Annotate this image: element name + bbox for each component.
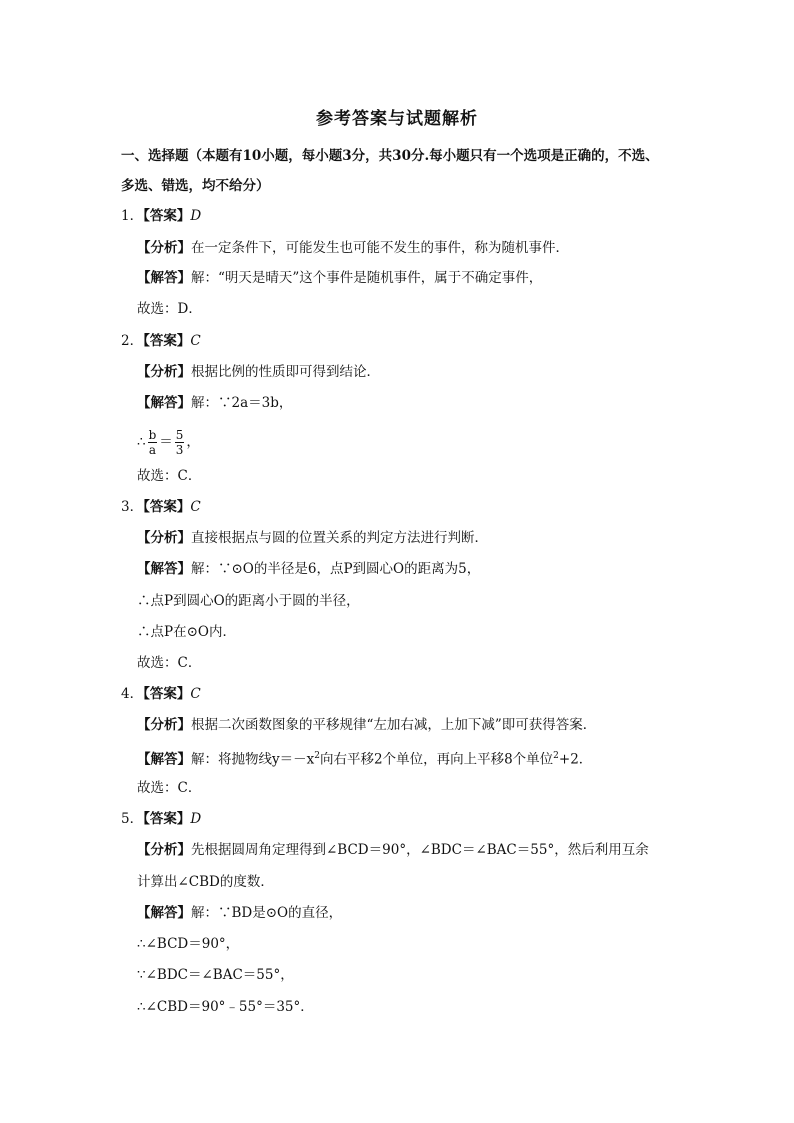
solution-text-part2: 向右平移2个单位，再向上平移8个单位	[319, 751, 554, 768]
question-3-analysis	[137, 528, 488, 548]
superscript: 2	[314, 751, 320, 761]
therefore-symbol: ∴	[137, 434, 146, 450]
fraction-5-over-3	[175, 428, 185, 457]
answer-value: D	[190, 208, 202, 224]
analysis-text: 先根据圆周角定理得到∠BCD＝90°，∠BDC＝∠BAC＝55°，然后利用互余	[191, 842, 649, 858]
question-1-answer-row	[121, 206, 201, 226]
solution-text: 解：∵BD是⊙O的直径，	[191, 905, 343, 921]
question-number: 4．	[121, 686, 144, 702]
question-5-analysis	[137, 840, 649, 860]
question-3-step1: ∴点P到圆心O的距离小于圆的半径，	[137, 593, 360, 609]
answer-value: C	[190, 333, 201, 349]
fraction-denominator: 3	[175, 443, 184, 457]
analysis-label: 【分析】	[137, 240, 191, 256]
fraction-denominator: a	[148, 443, 157, 457]
solution-label: 【解答】	[137, 270, 191, 286]
question-3-step2: ∴点P在⊙O内．	[137, 624, 236, 640]
superscript: 2	[553, 751, 559, 761]
analysis-text: 直接根据点与圆的位置关系的判定方法进行判断．	[191, 530, 488, 546]
fraction-numerator: 5	[175, 428, 184, 442]
question-2-solution	[137, 393, 292, 413]
answer-value: C	[190, 686, 201, 702]
question-1-solution	[137, 268, 542, 288]
solution-text-part1: 解：将抛物线y＝－x	[191, 751, 315, 768]
solution-text: 解：“明天是晴天”这个事件是随机事件，属于不确定事件，	[191, 270, 543, 286]
answer-label: 【答案】	[143, 811, 191, 827]
analysis-text: 根据二次函数图象的平移规律“左加右减，上加下减”即可获得答案．	[191, 717, 597, 733]
solution-text-part3: +2．	[558, 751, 593, 768]
answer-label: 【答案】	[143, 208, 191, 224]
question-1-choose: 故选：D．	[137, 301, 202, 317]
analysis-label: 【分析】	[137, 842, 191, 858]
solution-text: 解：∵2a＝3b，	[191, 395, 293, 411]
question-5-step3: ∴∠CBD＝90°﹣55°＝35°．	[137, 999, 314, 1015]
answer-value: C	[190, 499, 201, 515]
section-heading-line2: 多选、错选，均不给分）	[121, 178, 270, 194]
analysis-label: 【分析】	[137, 364, 191, 380]
question-4-solution	[137, 746, 592, 770]
fraction-numerator: b	[148, 428, 157, 442]
question-4-analysis	[137, 715, 596, 735]
answer-label: 【答案】	[143, 686, 191, 702]
solution-label: 【解答】	[137, 751, 191, 768]
analysis-label: 【分析】	[137, 717, 191, 733]
analysis-label: 【分析】	[137, 530, 191, 546]
answer-value: D	[190, 811, 202, 827]
answer-label: 【答案】	[143, 333, 191, 349]
question-2-choose: 故选：C．	[137, 468, 202, 484]
question-2-fraction-step	[137, 426, 200, 458]
question-number: 5．	[121, 811, 144, 827]
question-5-step1: ∴∠BCD＝90°，	[137, 936, 240, 952]
question-5-solution	[137, 903, 342, 923]
section-heading-line1: 一、选择题（本题有10小题，每小题3分，共30分.每小题只有一个选项是正确的，不选、	[121, 148, 659, 164]
question-5-answer-row	[121, 809, 201, 829]
question-number: 1．	[121, 208, 144, 224]
solution-label: 【解答】	[137, 395, 191, 411]
analysis-text: 在一定条件下，可能发生也可能不发生的事件，称为随机事件．	[191, 240, 569, 256]
question-5-step2: ∵∠BDC＝∠BAC＝55°，	[137, 967, 294, 983]
question-3-solution	[137, 559, 480, 579]
analysis-text: 根据比例的性质即可得到结论．	[191, 364, 380, 380]
question-5-analysis-cont: 计算出∠CBD的度数．	[137, 874, 274, 890]
fraction-b-over-a	[148, 428, 158, 457]
trailing-comma: ，	[186, 434, 200, 450]
equals-sign: ＝	[159, 434, 173, 450]
question-number: 2．	[121, 333, 144, 349]
solution-label: 【解答】	[137, 561, 191, 577]
solution-text: 解：∵⊙O的半径是6，点P到圆心O的距离为5，	[191, 561, 481, 577]
question-2-answer-row	[121, 331, 201, 351]
question-3-answer-row	[121, 497, 201, 517]
question-1-analysis	[137, 238, 569, 258]
question-4-answer-row	[121, 684, 201, 704]
question-3-choose: 故选：C．	[137, 655, 202, 671]
question-4-choose: 故选：C．	[137, 780, 202, 796]
question-2-analysis	[137, 362, 380, 382]
question-number: 3．	[121, 499, 144, 515]
answer-label: 【答案】	[143, 499, 191, 515]
page-title: 参考答案与试题解析	[316, 109, 478, 129]
solution-label: 【解答】	[137, 905, 191, 921]
